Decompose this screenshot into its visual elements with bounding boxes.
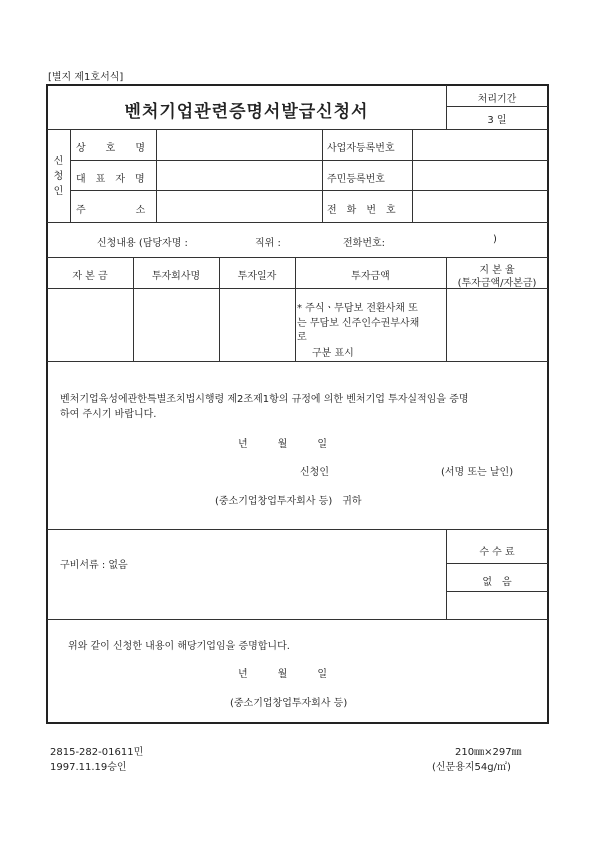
title-divider [47,129,548,130]
request-close-paren: ) [493,234,497,245]
fee-label: 수 수 료 [479,547,515,558]
request-body-line-1: 벤처기업육성에관한특별조치법시행령 제2조제1항의 규정에 의한 벤처기업 투자실적임을 증명 [60,394,469,405]
table-header-company: 투자회사명 [151,271,201,282]
business-reg-label: 사업자등록번호 [327,143,395,154]
applicant-row-divider-1 [70,160,548,161]
table-header-ratio-sub: (투자금액/자본금) [457,278,537,289]
request-line-divider [47,257,548,258]
required-documents: 구비서류 : 없음 [60,560,128,571]
fee-divider-1 [446,563,548,564]
fee-divider-2 [446,591,548,592]
request-body-line-2: 하여 주시기 바랍니다. [60,409,157,420]
processing-divider [446,106,548,107]
footer-code: 2815-282-01611민 [50,747,144,758]
request-phone-label: 전화번호: [343,238,386,249]
footer-paper: (신문용지54g/㎡) [432,762,511,773]
amount-note-1: * 주식ㆍ무담보 전환사채 또 [297,303,418,314]
table-header-ratio: 지 본 율 [479,265,515,276]
certification-date: 년 월 일 [238,669,327,680]
phone-field[interactable] [414,192,547,221]
address-field[interactable] [158,192,320,221]
request-position-label: 직위 : [255,238,281,249]
request-date: 년 월 일 [238,439,327,450]
fee-value: 없 음 [482,577,512,588]
table-bottom-divider [47,361,548,362]
representative-field[interactable] [158,162,320,189]
applicant-row-divider-2 [70,190,548,191]
applicant-side-label: 신 청 인 [53,156,64,197]
processing-label: 처리기간 [477,94,517,105]
label-value-separator-left [156,129,157,222]
representative-label: 대 표 자 명 [76,174,145,185]
resident-reg-label: 주민등록번호 [327,174,385,185]
company-cell[interactable] [134,290,218,360]
processing-value: 3 일 [487,115,507,126]
table-header-amount: 투자금액 [351,271,390,282]
capital-cell[interactable] [48,290,132,360]
ratio-cell[interactable] [447,290,547,360]
amount-note-4: 구분 표시 [312,348,354,359]
label-value-separator-right [412,129,413,222]
footer-approval: 1997.11.19승인 [50,762,127,773]
middle-separator [322,129,323,222]
applicant-bottom-divider [47,222,548,223]
table-header-date: 투자일자 [237,271,277,282]
side-label-separator [70,129,71,222]
phone-label: 전 화 번 호 [327,205,396,216]
company-name-field[interactable] [158,131,320,159]
body-bottom-divider [47,529,548,530]
table-header-capital: 자 본 금 [72,271,108,282]
company-name-label: 상 호 명 [76,143,145,154]
certification-issuer: (중소기업창업투자회사 등) [230,698,348,709]
date-cell[interactable] [220,290,294,360]
amount-note-2: 는 무담보 신주인수권부사채 [297,318,420,329]
business-reg-field[interactable] [414,131,547,159]
address-label: 주 소 [76,205,146,216]
applicant-signature-label: 신청인 [300,467,329,478]
footer-size: 210㎜×297㎜ [455,747,522,758]
amount-note-3: 로 [297,332,307,343]
form-number: [별지 제1호서식] [48,72,124,83]
documents-bottom-divider [47,619,548,620]
request-recipient: (중소기업창업투자회사 등) 귀하 [215,496,362,507]
form-title: 벤처기업관련증명서발급신청서 [124,102,369,122]
resident-reg-field[interactable] [414,162,547,189]
request-content-label: 신청내용 (담당자명 : [97,238,188,249]
signature-note: (서명 또는 날인) [441,467,514,478]
certification-text: 위와 같이 신청한 내용이 해당기업임을 증명합니다. [68,641,290,652]
